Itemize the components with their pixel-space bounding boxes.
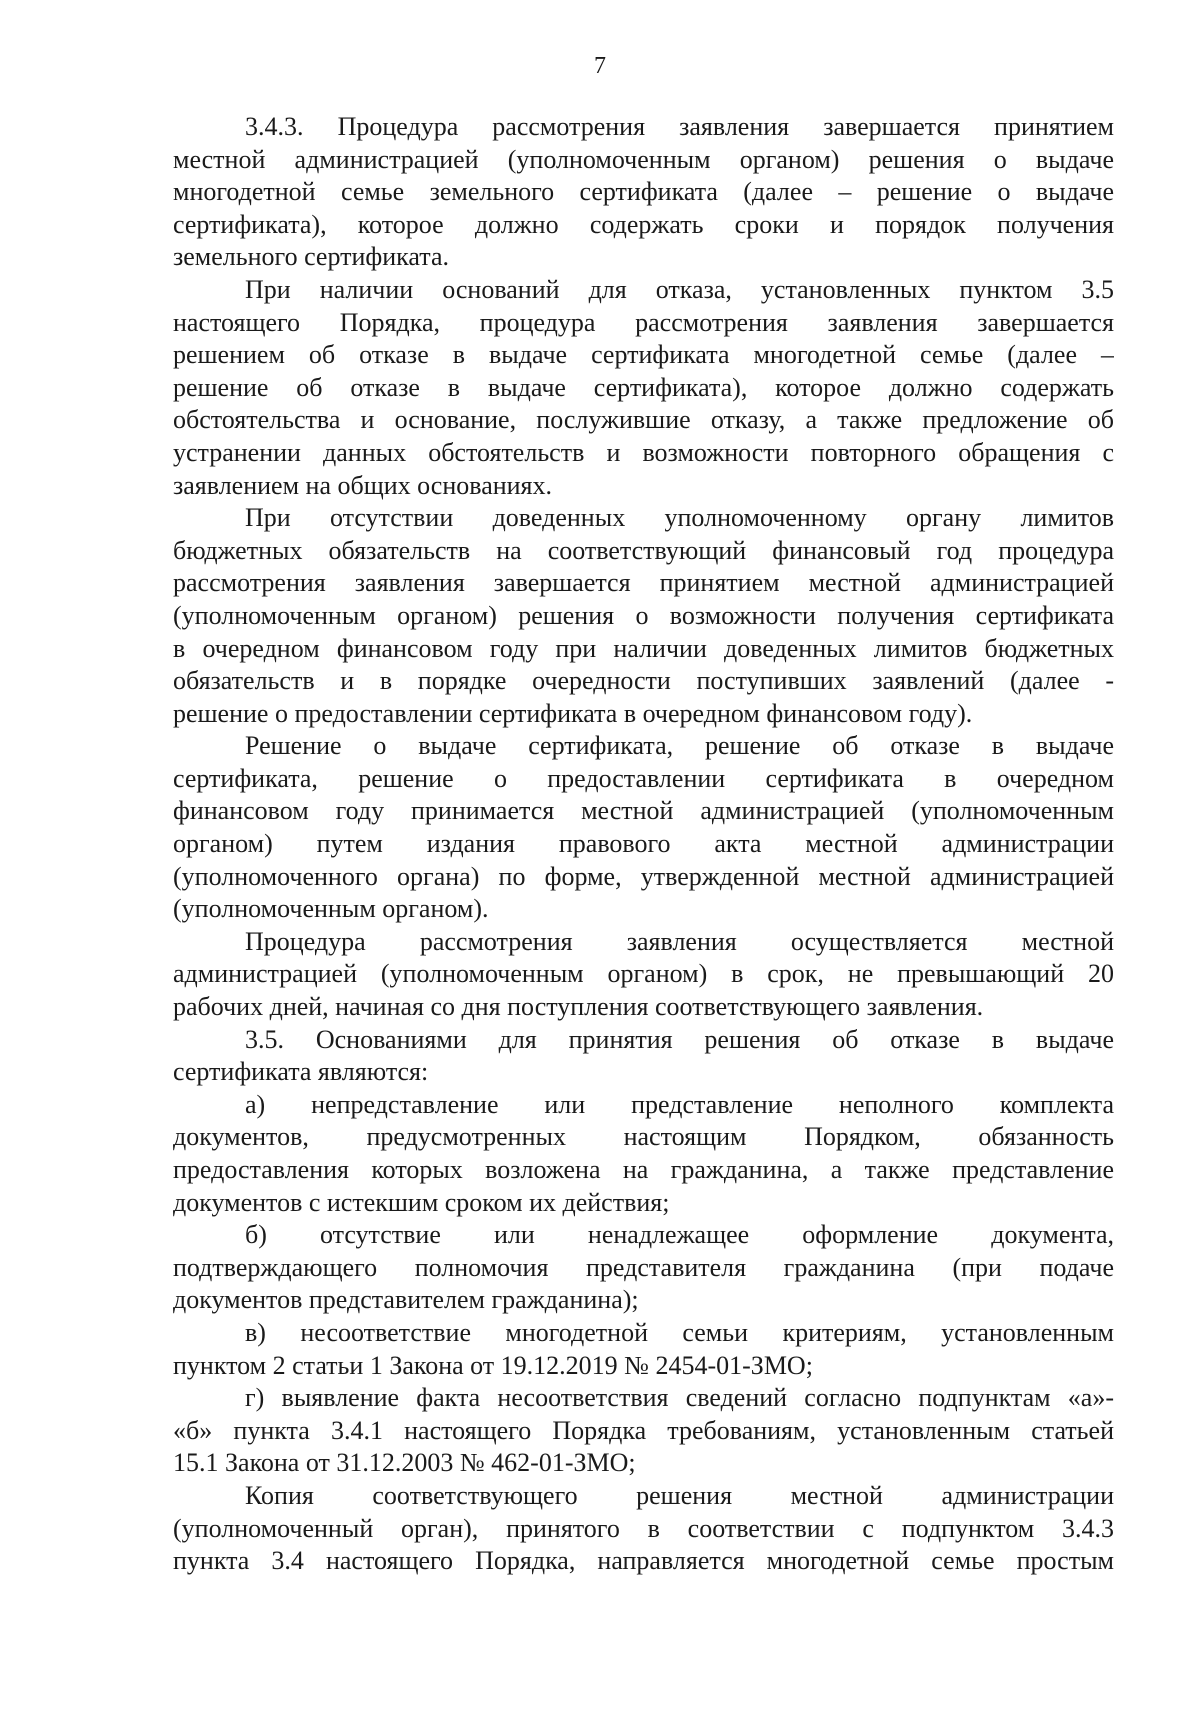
text-line: бюджетных обязательств на соответствующий финансовый год процедура bbox=[173, 535, 1114, 565]
text-line: администрацией (уполномоченным органом) в срок, не превышающий 20 bbox=[173, 959, 1114, 989]
paragraph bbox=[173, 502, 1114, 730]
paragraph bbox=[173, 1317, 1114, 1382]
text-line: местной администрацией (уполномоченным органом) решения о выдаче bbox=[173, 144, 1114, 174]
text-line: подтверждающего полномочия представителя гражданина (при подаче bbox=[173, 1252, 1114, 1282]
text-line: документов представителем гражданина); bbox=[173, 1285, 639, 1315]
text-line: рассмотрения заявления завершается принятием местной администрацией bbox=[173, 568, 1114, 598]
text-line: многодетной семье земельного сертификата (далее – решение о выдаче bbox=[173, 177, 1114, 207]
text-line: заявлением на общих основаниях. bbox=[173, 470, 553, 500]
paragraph bbox=[173, 111, 1114, 274]
text-line: а) непредставление или представление неполного комплекта bbox=[245, 1089, 1114, 1119]
paragraph bbox=[173, 1024, 1114, 1089]
text-line: «б» пункта 3.4.1 настоящего Порядка требованиям, установленным статьей bbox=[173, 1415, 1114, 1445]
text-line: 3.5. Основаниями для принятия решения об отказе в выдаче bbox=[245, 1024, 1114, 1054]
document-body bbox=[173, 111, 1114, 1578]
text-line: в) несоответствие многодетной семьи критериям, установленным bbox=[245, 1317, 1114, 1347]
paragraph bbox=[173, 926, 1114, 1024]
paragraph bbox=[173, 1382, 1114, 1480]
text-line: Процедура рассмотрения заявления осуществляется местной bbox=[245, 926, 1114, 956]
text-line: документов с истекшим сроком их действия; bbox=[173, 1187, 670, 1217]
text-line: земельного сертификата. bbox=[173, 242, 449, 272]
paragraph bbox=[173, 730, 1114, 926]
text-line: Копия соответствующего решения местной администрации bbox=[245, 1480, 1114, 1510]
text-line: финансовом году принимается местной администрацией (уполномоченным bbox=[173, 796, 1114, 826]
text-line: г) выявление факта несоответствия сведений согласно подпунктам «а»- bbox=[245, 1383, 1114, 1413]
text-line: решение о предоставлении сертификата в очередном финансовом году). bbox=[173, 698, 973, 728]
text-line: в очередном финансовом году при наличии доведенных лимитов бюджетных bbox=[173, 633, 1114, 663]
text-line: б) отсутствие или ненадлежащее оформление документа, bbox=[245, 1220, 1114, 1250]
text-line: рабочих дней, начиная со дня поступления соответствующего заявления. bbox=[173, 992, 984, 1022]
text-line: пунктом 2 статьи 1 Закона от 19.12.2019 № 2454-01-ЗМО; bbox=[173, 1350, 813, 1380]
text-line: устранении данных обстоятельств и возможности повторного обращения с bbox=[173, 437, 1114, 467]
text-line: (уполномоченный орган), принятого в соответствии с подпунктом 3.4.3 bbox=[173, 1513, 1114, 1543]
paragraph bbox=[173, 274, 1114, 502]
paragraph bbox=[173, 1089, 1114, 1219]
text-line: 15.1 Закона от 31.12.2003 № 462-01-ЗМО; bbox=[173, 1448, 636, 1478]
text-line: сертификата являются: bbox=[173, 1057, 429, 1087]
paragraph bbox=[173, 1219, 1114, 1317]
text-line: решением об отказе в выдаче сертификата многодетной семье (далее – bbox=[173, 340, 1114, 370]
text-line: (уполномоченным органом) решения о возможности получения сертификата bbox=[173, 600, 1114, 630]
text-line: настоящего Порядка, процедура рассмотрения заявления завершается bbox=[173, 307, 1114, 337]
page-number: 7 bbox=[594, 53, 606, 79]
text-line: обстоятельства и основание, послужившие отказу, а также предложение об bbox=[173, 405, 1114, 435]
text-line: (уполномоченным органом). bbox=[173, 894, 489, 924]
text-line: 3.4.3. Процедура рассмотрения заявления завершается принятием bbox=[245, 112, 1114, 141]
text-line: органом) путем издания правового акта местной администрации bbox=[173, 829, 1114, 859]
text-line: обязательств и в порядке очередности поступивших заявлений (далее - bbox=[173, 666, 1114, 696]
text-line: Решение о выдаче сертификата, решение об отказе в выдаче bbox=[245, 731, 1114, 761]
text-line: (уполномоченного органа) по форме, утвержденной местной администрацией bbox=[173, 861, 1114, 891]
text-line: При отсутствии доведенных уполномоченному органу лимитов bbox=[245, 503, 1114, 533]
text-line: пункта 3.4 настоящего Порядка, направляется многодетной семье простым bbox=[173, 1546, 1114, 1576]
text-line: документов, предусмотренных настоящим Порядком, обязанность bbox=[173, 1122, 1114, 1152]
text-line: При наличии оснований для отказа, установленных пунктом 3.5 bbox=[245, 274, 1114, 304]
text-line: сертификата, решение о предоставлении сертификата в очередном bbox=[173, 763, 1114, 793]
paragraph bbox=[173, 1480, 1114, 1578]
text-line: сертификата), которое должно содержать сроки и порядок получения bbox=[173, 209, 1114, 239]
text-line: решение об отказе в выдаче сертификата), которое должно содержать bbox=[173, 372, 1114, 402]
text-line: предоставления которых возложена на гражданина, а также представление bbox=[173, 1155, 1114, 1184]
